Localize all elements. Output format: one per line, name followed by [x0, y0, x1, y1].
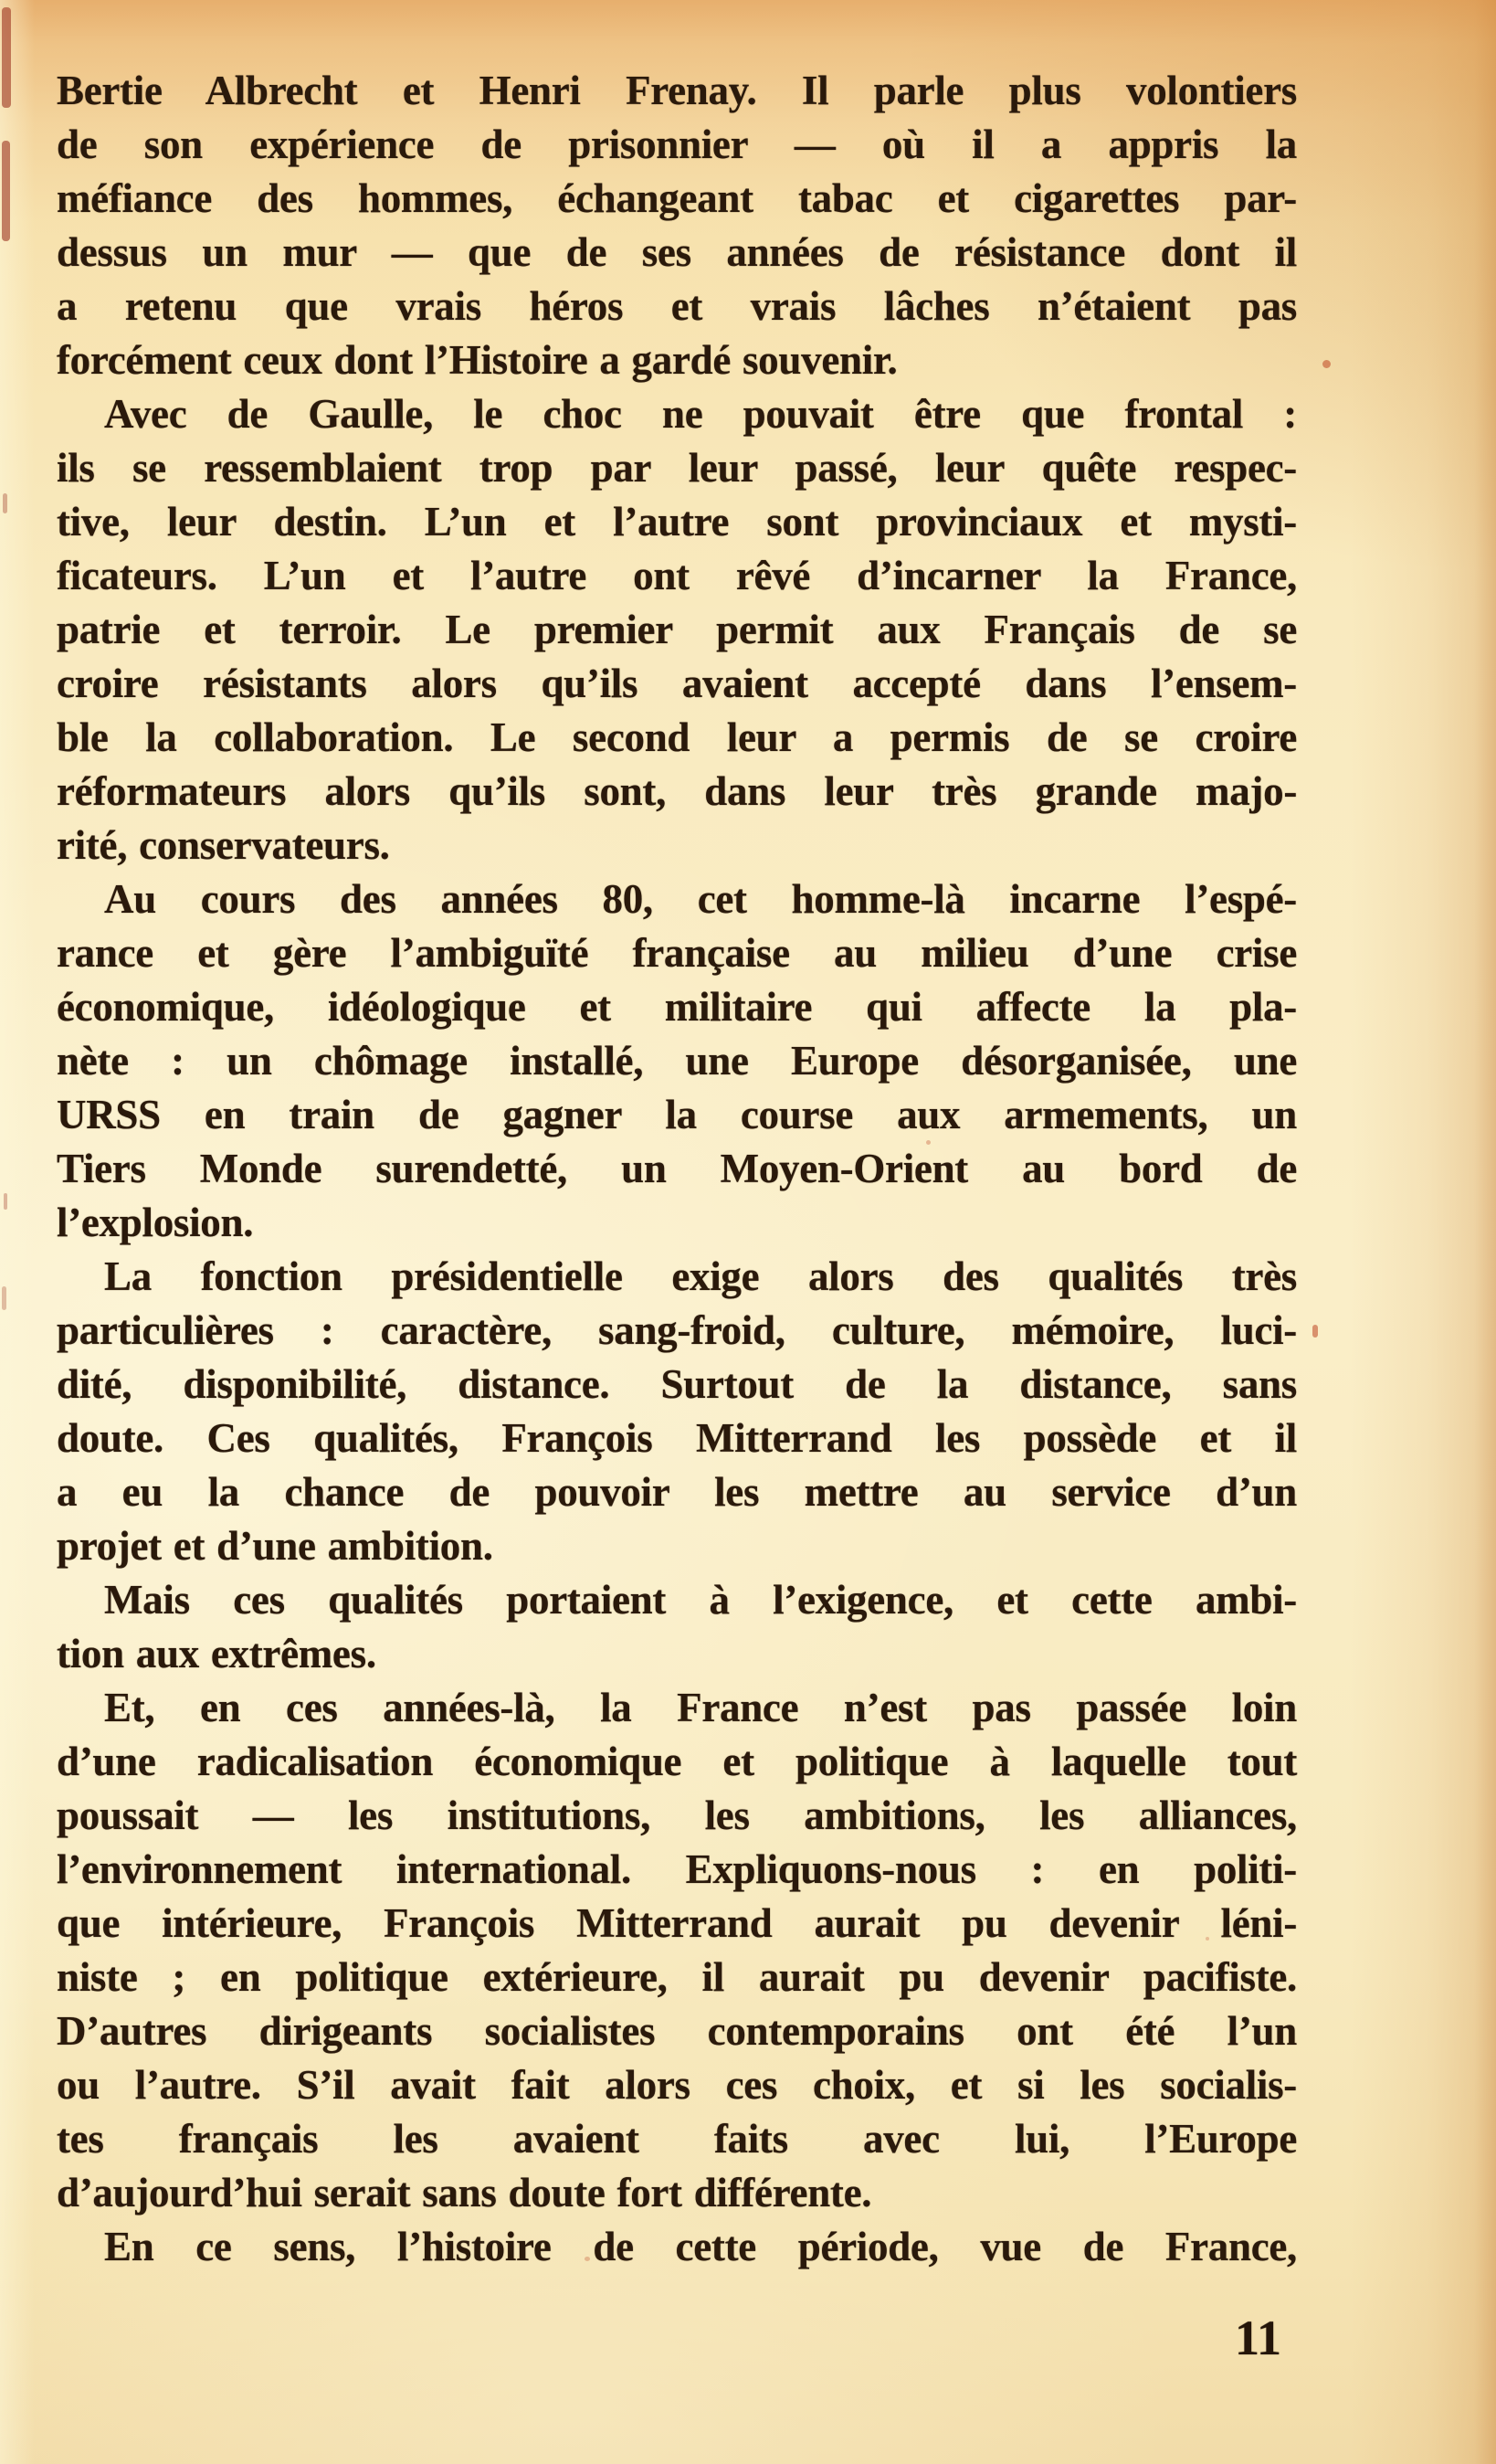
text-line: tive, leur destin. L’un et l’autre sont provinciaux et mysti-: [57, 499, 1297, 545]
paper-speck: [1322, 360, 1331, 368]
text-line: d’une radicalisation économique et politique à laquelle tout: [57, 1739, 1297, 1784]
text-line: Mais ces qualités portaient à l’exigence, et cette ambi-: [104, 1577, 1297, 1623]
paper-speck: [1312, 1325, 1318, 1338]
text-line: ils se ressemblaient trop par leur passé, leur quête respec-: [57, 445, 1297, 491]
text-line: poussait — les institutions, les ambitions, les alliances,: [57, 1792, 1297, 1838]
text-line: dessus un mur — que de ses années de résistance dont il: [57, 229, 1297, 275]
text-line: rance et gère l’ambiguïté française au milieu d’une crise: [57, 930, 1297, 976]
text-line: particulières : caractère, sang-froid, culture, mémoire, luci-: [57, 1307, 1297, 1353]
red-edge-mark: [2, 1286, 6, 1310]
text-line: patrie et terroir. Le premier permit aux Français de se: [57, 607, 1297, 652]
text-line: En ce sens, l’histoire de cette période, vue de France,: [104, 2224, 1297, 2269]
red-edge-mark: [3, 493, 7, 513]
text-line: réformateurs alors qu’ils sont, dans leur très grande majo-: [57, 768, 1297, 814]
red-edge-mark: [2, 141, 10, 241]
text-line: a retenu que vrais héros et vrais lâches n’étaient pas: [57, 283, 1297, 329]
text-line: Au cours des années 80, cet homme-là incarne l’espé-: [104, 876, 1297, 922]
text-line: nète : un chômage installé, une Europe désorganisée, une: [57, 1038, 1297, 1084]
text-line: URSS en train de gagner la course aux armements, un: [57, 1092, 1297, 1137]
text-line: méfiance des hommes, échangeant tabac et cigarettes par-: [57, 175, 1297, 221]
text-line: forcément ceux dont l’Histoire a gardé souvenir.: [57, 337, 898, 383]
page-text: [57, 64, 1297, 2274]
text-line: ou l’autre. S’il avait fait alors ces choix, et si les socialis-: [57, 2062, 1297, 2108]
text-line: Bertie Albrecht et Henri Frenay. Il parle plus volontiers: [57, 68, 1297, 113]
text-line: Et, en ces années-là, la France n’est pas passée loin: [104, 1685, 1297, 1730]
text-line: D’autres dirigeants socialistes contemporains ont été l’un: [57, 2008, 1297, 2054]
red-edge-mark: [4, 1193, 7, 1210]
text-line: dité, disponibilité, distance. Surtout de la distance, sans: [57, 1361, 1297, 1407]
text-line: de son expérience de prisonnier — où il a appris la: [57, 122, 1297, 167]
text-line: ficateurs. L’un et l’autre ont rêvé d’incarner la France,: [57, 553, 1297, 598]
text-line: économique, idéologique et militaire qui affecte la pla-: [57, 984, 1297, 1030]
text-line: que intérieure, François Mitterrand aurait pu devenir léni-: [57, 1900, 1297, 1946]
text-line: tion aux extrêmes.: [57, 1631, 376, 1676]
text-line: niste ; en politique extérieure, il aurait pu devenir pacifiste.: [57, 1954, 1297, 2000]
text-line: rité, conservateurs.: [57, 822, 390, 868]
text-line: Tiers Monde surendetté, un Moyen-Orient au bord de: [57, 1146, 1297, 1191]
text-line: tes français les avaient faits avec lui, l’Europe: [57, 2116, 1297, 2162]
text-line: croire résistants alors qu’ils avaient accepté dans l’ensem-: [57, 661, 1297, 706]
text-line: a eu la chance de pouvoir les mettre au service d’un: [57, 1469, 1297, 1515]
text-line: projet et d’une ambition.: [57, 1523, 493, 1569]
red-edge-mark: [2, 7, 11, 108]
text-line: Avec de Gaulle, le choc ne pouvait être que frontal :: [104, 391, 1297, 437]
text-line: ble la collaboration. Le second leur a permis de se croire: [57, 714, 1297, 760]
page-number: 11: [1235, 2311, 1282, 2365]
text-line: doute. Ces qualités, François Mitterrand les possède et il: [57, 1415, 1297, 1461]
text-line: l’explosion.: [57, 1200, 254, 1245]
text-line: La fonction présidentielle exige alors des qualités très: [104, 1253, 1297, 1299]
text-line: l’environnement international. Expliquons-nous : en politi-: [57, 1846, 1297, 1892]
text-line: d’aujourd’hui serait sans doute fort différente.: [57, 2170, 872, 2215]
